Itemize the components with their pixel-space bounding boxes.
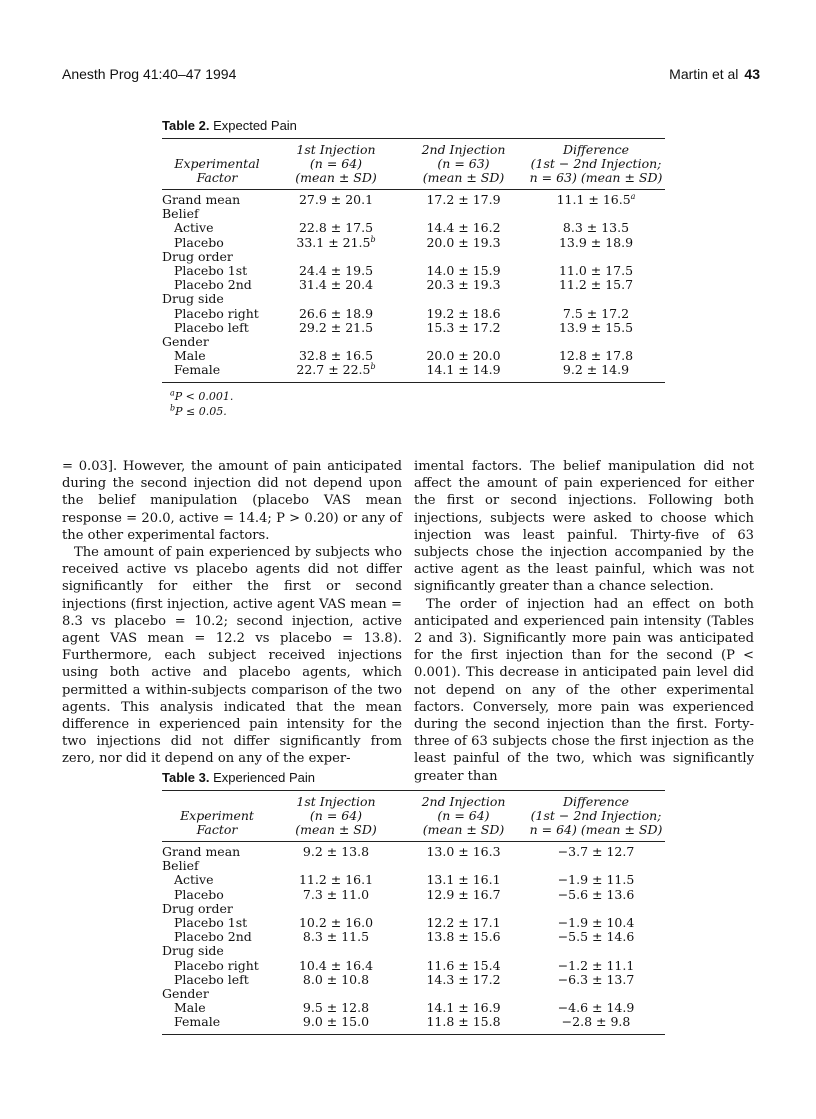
table-row (162, 1015, 665, 1029)
table-cell (162, 278, 272, 292)
table-row (162, 264, 665, 278)
table-row (162, 292, 665, 306)
cell-value: Grand mean (162, 844, 241, 859)
table-cell (400, 193, 527, 207)
table2-footnotes (170, 389, 233, 419)
cell-value: Placebo 1st (174, 262, 248, 278)
table-cell (400, 264, 527, 278)
cell-value: 14.0 ± 15.9 (426, 262, 501, 278)
table-row (162, 221, 665, 235)
table-cell (162, 321, 272, 335)
table-cell (400, 349, 527, 363)
cell-value: 13.1 ± 16.1 (426, 872, 501, 888)
cell-value: 20.3 ± 19.3 (426, 277, 501, 293)
table-cell (527, 349, 665, 363)
cell-value: −5.6 ± 13.6 (557, 886, 635, 902)
table-cell (272, 292, 400, 306)
cell-value: 24.4 ± 19.5 (298, 262, 374, 278)
cell-value: 11.0 ± 17.5 (558, 262, 634, 278)
table-cell (527, 250, 665, 264)
cell-value: Female (174, 362, 221, 378)
cell-value: 22.7 ± 22.5 (296, 362, 371, 378)
cell-value: −5.5 ± 14.6 (557, 929, 635, 945)
cell-value: Drug order (162, 248, 233, 264)
table-cell (400, 873, 527, 887)
cell-value: 9.2 ± 14.9 (562, 362, 630, 378)
page-number: 43 (744, 66, 760, 82)
table-cell (272, 944, 400, 958)
cell-value: Male (174, 1000, 206, 1016)
table-row (162, 902, 665, 916)
table-cell (400, 888, 527, 902)
cell-value: 13.0 ± 16.3 (426, 844, 501, 859)
table-cell (527, 221, 665, 235)
cell-value: 9.5 ± 12.8 (302, 1000, 370, 1016)
table-cell (272, 264, 400, 278)
cell-value: Placebo (174, 886, 224, 902)
table2-footnote-b (170, 404, 233, 419)
cell-value: 8.3 ± 11.5 (302, 929, 370, 945)
table-cell (400, 845, 527, 859)
cell-value: −2.8 ± 9.8 (561, 1014, 631, 1030)
table-cell (162, 902, 272, 916)
table-row (162, 307, 665, 321)
table-cell (527, 930, 665, 944)
table-cell (400, 250, 527, 264)
body-paragraph: The amount of pain experienced by subjects who received active vs placebo agents did not differ significantly for either the first or second injections (first injection, active agent VAS mean = 8.3 vs placebo = 10.2; second injection, active agent VAS mean = 12.2 vs placebo = 13.8). Furthermore, each subject received injections using both active and placebo agents, which permitted a within-subjects comparison of the two agents. This analysis indicated that the mean difference in experienced pain intensity for the two injections did not differ significantly from zero, nor did it depend on any of the exper- (62, 545, 402, 767)
table-cell (272, 987, 400, 1001)
table3-header-second: 2nd Injection (n = 64) (mean ± SD) (421, 794, 506, 837)
table-row (162, 250, 665, 264)
table3-header-row (162, 791, 665, 842)
table-cell (162, 916, 272, 930)
table-row (162, 973, 665, 987)
table-row (162, 349, 665, 363)
table-cell (162, 264, 272, 278)
table-cell (527, 321, 665, 335)
table-cell (400, 236, 527, 250)
cell-value: 13.8 ± 15.6 (426, 929, 501, 945)
table-cell (400, 930, 527, 944)
table-cell (272, 193, 400, 207)
table-cell (527, 1015, 665, 1029)
table-cell (400, 335, 527, 349)
cell-value: 32.8 ± 16.5 (298, 348, 374, 364)
table-cell (527, 1001, 665, 1015)
cell-value: 11.8 ± 15.8 (426, 1014, 501, 1030)
table-cell (400, 321, 527, 335)
table-cell (400, 1001, 527, 1015)
table-cell (527, 902, 665, 916)
table-cell (272, 1001, 400, 1015)
table-cell (272, 902, 400, 916)
table3 (162, 790, 665, 1035)
table-cell (162, 987, 272, 1001)
table-cell (527, 278, 665, 292)
table-cell (527, 944, 665, 958)
table-cell (527, 845, 665, 859)
cell-value: 26.6 ± 18.9 (298, 305, 374, 321)
cell-value: 19.2 ± 18.6 (426, 305, 501, 321)
cell-value: 29.2 ± 21.5 (298, 319, 374, 335)
body-column-right (414, 458, 754, 785)
cell-value: 15.3 ± 17.2 (426, 319, 501, 335)
table-cell (527, 207, 665, 221)
table3-header-difference: Difference (1st − 2nd Injection; n = 64) (mean ± SD) (529, 794, 663, 837)
table-cell (400, 221, 527, 235)
footnote-mark: a (170, 388, 175, 398)
table2-caption-label: Table 2. (162, 118, 210, 133)
cell-value: 20.0 ± 19.3 (426, 234, 501, 250)
table-cell (527, 193, 665, 207)
table-row (162, 888, 665, 902)
table-row (162, 363, 665, 377)
table2-caption-title: Expected Pain (213, 118, 297, 133)
table-cell (162, 1001, 272, 1015)
table-cell (272, 916, 400, 930)
cell-value: 13.9 ± 15.5 (558, 319, 634, 335)
cell-value: Drug side (162, 943, 224, 959)
cell-value: 11.2 ± 15.7 (558, 277, 634, 293)
table-row (162, 930, 665, 944)
table-cell (400, 987, 527, 1001)
table-row (162, 873, 665, 887)
cell-value: Drug order (162, 900, 233, 916)
table-cell (527, 335, 665, 349)
footnote-text: P ≤ 0.05. (175, 405, 227, 418)
table-cell (162, 973, 272, 987)
table2-header-factor: Experimental Factor (174, 156, 260, 185)
footnote-mark: b (370, 362, 376, 372)
table2-header-second: 2nd Injection (n = 63) (mean ± SD) (421, 142, 506, 185)
cell-value: Placebo right (174, 305, 259, 321)
table-cell (162, 944, 272, 958)
cell-value: 10.4 ± 16.4 (298, 957, 374, 973)
table3-header-factor: Experiment Factor (180, 808, 254, 837)
table2-header-difference: Difference (1st − 2nd Injection; n = 63) (mean ± SD) (529, 142, 663, 185)
table-row (162, 1001, 665, 1015)
table-cell (527, 888, 665, 902)
cell-value: 33.1 ± 21.5 (296, 234, 371, 250)
footnote-mark: b (170, 403, 176, 413)
cell-value: 8.0 ± 10.8 (302, 971, 370, 987)
table-cell (272, 973, 400, 987)
table-cell (272, 845, 400, 859)
cell-value: Grand mean (162, 192, 241, 207)
cell-value: Drug side (162, 291, 224, 307)
cell-value: Active (174, 872, 214, 888)
table-cell (527, 264, 665, 278)
table-cell (272, 930, 400, 944)
cell-value: Active (174, 220, 214, 236)
table3-caption (162, 770, 315, 785)
cell-value: 12.8 ± 17.8 (558, 348, 634, 364)
table2-header-row (162, 139, 665, 190)
table-row (162, 321, 665, 335)
table-cell (527, 959, 665, 973)
table-cell (527, 873, 665, 887)
table2-body (162, 190, 665, 383)
running-header-right (669, 66, 760, 82)
table-cell (162, 221, 272, 235)
table-cell (527, 859, 665, 873)
table-cell (272, 221, 400, 235)
table3-body (162, 842, 665, 1035)
table-cell (162, 363, 272, 377)
table-cell (272, 888, 400, 902)
cell-value: Gender (162, 985, 209, 1001)
table-cell (272, 321, 400, 335)
table-cell (400, 944, 527, 958)
cell-value: Placebo (174, 234, 224, 250)
table3-header-first: 1st Injection (n = 64) (mean ± SD) (295, 794, 377, 837)
cell-value: 12.9 ± 16.7 (426, 886, 501, 902)
cell-value: 20.0 ± 20.0 (426, 348, 501, 364)
table-cell (162, 930, 272, 944)
table-cell (527, 916, 665, 930)
cell-value: Belief (162, 206, 199, 222)
table-cell (400, 278, 527, 292)
table-cell (162, 888, 272, 902)
table-cell (162, 845, 272, 859)
cell-value: Placebo left (174, 971, 249, 987)
cell-value: 7.3 ± 11.0 (302, 886, 370, 902)
table-cell (527, 292, 665, 306)
table-row (162, 335, 665, 349)
table-cell (272, 873, 400, 887)
table-cell (162, 1015, 272, 1029)
table-cell (527, 987, 665, 1001)
table-cell (400, 859, 527, 873)
cell-value: Gender (162, 333, 209, 349)
table-cell (527, 973, 665, 987)
cell-value: 14.1 ± 14.9 (426, 362, 501, 378)
table-cell (400, 973, 527, 987)
cell-value: 12.2 ± 17.1 (426, 914, 501, 930)
cell-value: Belief (162, 858, 199, 874)
table-cell (162, 292, 272, 306)
table-cell (527, 363, 665, 377)
cell-value: 9.2 ± 13.8 (302, 844, 370, 859)
cell-value: 10.2 ± 16.0 (298, 914, 374, 930)
table-cell (400, 1015, 527, 1029)
cell-value: Placebo 2nd (174, 277, 252, 293)
cell-value: 27.9 ± 20.1 (298, 192, 374, 207)
table-cell (400, 959, 527, 973)
cell-value: 14.1 ± 16.9 (426, 1000, 501, 1016)
running-header-authors: Martin et al (669, 66, 739, 82)
cell-value: 8.3 ± 13.5 (562, 220, 630, 236)
table-cell (272, 236, 400, 250)
table-cell (272, 278, 400, 292)
footnote-text: P < 0.001. (174, 390, 234, 403)
body-paragraph: imental factors. The belief manipulation did not affect the amount of pain experienced for either the first or second injections. Following both injections, subjects were asked to choose which injection was least painful. Thirty-five of 63 subjects chose the injection accompanied by the active agent as the least painful, which was not significantly greater than a chance selection. (414, 459, 754, 595)
table2-caption (162, 118, 297, 133)
cell-value: Placebo 2nd (174, 929, 252, 945)
table-cell (272, 250, 400, 264)
cell-value: 11.1 ± 16.5 (556, 192, 631, 207)
table-row (162, 859, 665, 873)
table-row (162, 944, 665, 958)
cell-value: Placebo left (174, 319, 249, 335)
cell-value: 22.8 ± 17.5 (298, 220, 374, 236)
table-cell (527, 236, 665, 250)
table-row (162, 193, 665, 207)
cell-value: 14.3 ± 17.2 (426, 971, 501, 987)
table-cell (162, 335, 272, 349)
table-cell (400, 363, 527, 377)
table-cell (272, 207, 400, 221)
cell-value: 13.9 ± 18.9 (558, 234, 634, 250)
body-paragraph: The order of injection had an effect on both anticipated and experienced pain intensity (Tables 2 and 3). Significantly more pain was anticipated for the first injection than for the second (P < 0.001). This decrease in anticipated pain level did not depend on any of the other experimental factors. Conversely, more pain was experienced during the second injection than the first. Forty-three of 63 subjects chose the first injection as the least painful of the two, which was significantly greater than (414, 596, 754, 784)
table-cell (272, 307, 400, 321)
table-cell (400, 916, 527, 930)
table-cell (162, 349, 272, 363)
table-cell (162, 307, 272, 321)
table-cell (272, 1015, 400, 1029)
table-cell (527, 307, 665, 321)
footnote-mark: b (370, 234, 376, 244)
table-cell (272, 959, 400, 973)
body-paragraph: = 0.03]. However, the amount of pain anticipated during the second injection did not depend upon the belief manipulation (placebo VAS mean response = 20.0, active = 14.4; P > 0.20) or any of the other experimental factors. (62, 459, 402, 543)
cell-value: −4.6 ± 14.9 (557, 1000, 635, 1016)
table-cell (400, 292, 527, 306)
table-cell (162, 236, 272, 250)
table3-caption-label: Table 3. (162, 770, 210, 785)
table-row (162, 987, 665, 1001)
table-row (162, 845, 665, 859)
cell-value: Male (174, 348, 206, 364)
cell-value: 11.2 ± 16.1 (298, 872, 374, 888)
table2 (162, 138, 665, 383)
table-row (162, 278, 665, 292)
cell-value: 17.2 ± 17.9 (426, 192, 501, 207)
table-cell (272, 335, 400, 349)
cell-value: Placebo right (174, 957, 259, 973)
cell-value: −1.9 ± 11.5 (557, 872, 635, 888)
table-row (162, 959, 665, 973)
running-header-journal: Anesth Prog 41:40–47 1994 (62, 66, 237, 82)
table-row (162, 236, 665, 250)
table-cell (400, 207, 527, 221)
cell-value: Female (174, 1014, 221, 1030)
table-cell (162, 193, 272, 207)
cell-value: −6.3 ± 13.7 (557, 971, 635, 987)
cell-value: 14.4 ± 16.2 (426, 220, 501, 236)
cell-value: 31.4 ± 20.4 (298, 277, 374, 293)
table3-caption-title: Experienced Pain (213, 770, 315, 785)
table-cell (400, 307, 527, 321)
table-cell (162, 873, 272, 887)
cell-value: −3.7 ± 12.7 (557, 844, 635, 859)
cell-value: 11.6 ± 15.4 (426, 957, 501, 973)
table-row (162, 207, 665, 221)
table-cell (162, 250, 272, 264)
table-cell (162, 859, 272, 873)
table-row (162, 916, 665, 930)
table-cell (272, 363, 400, 377)
table-cell (162, 207, 272, 221)
cell-value: 7.5 ± 17.2 (562, 305, 630, 321)
table2-footnote-a (170, 389, 233, 404)
table-cell (272, 859, 400, 873)
table-cell (162, 959, 272, 973)
cell-value: −1.2 ± 11.1 (557, 957, 635, 973)
table2-header-first: 1st Injection (n = 64) (mean ± SD) (295, 142, 377, 185)
cell-value: Placebo 1st (174, 914, 248, 930)
table-cell (400, 902, 527, 916)
body-column-left (62, 458, 402, 768)
cell-value: −1.9 ± 10.4 (557, 914, 635, 930)
footnote-mark: a (630, 191, 636, 201)
cell-value: 9.0 ± 15.0 (302, 1014, 370, 1030)
